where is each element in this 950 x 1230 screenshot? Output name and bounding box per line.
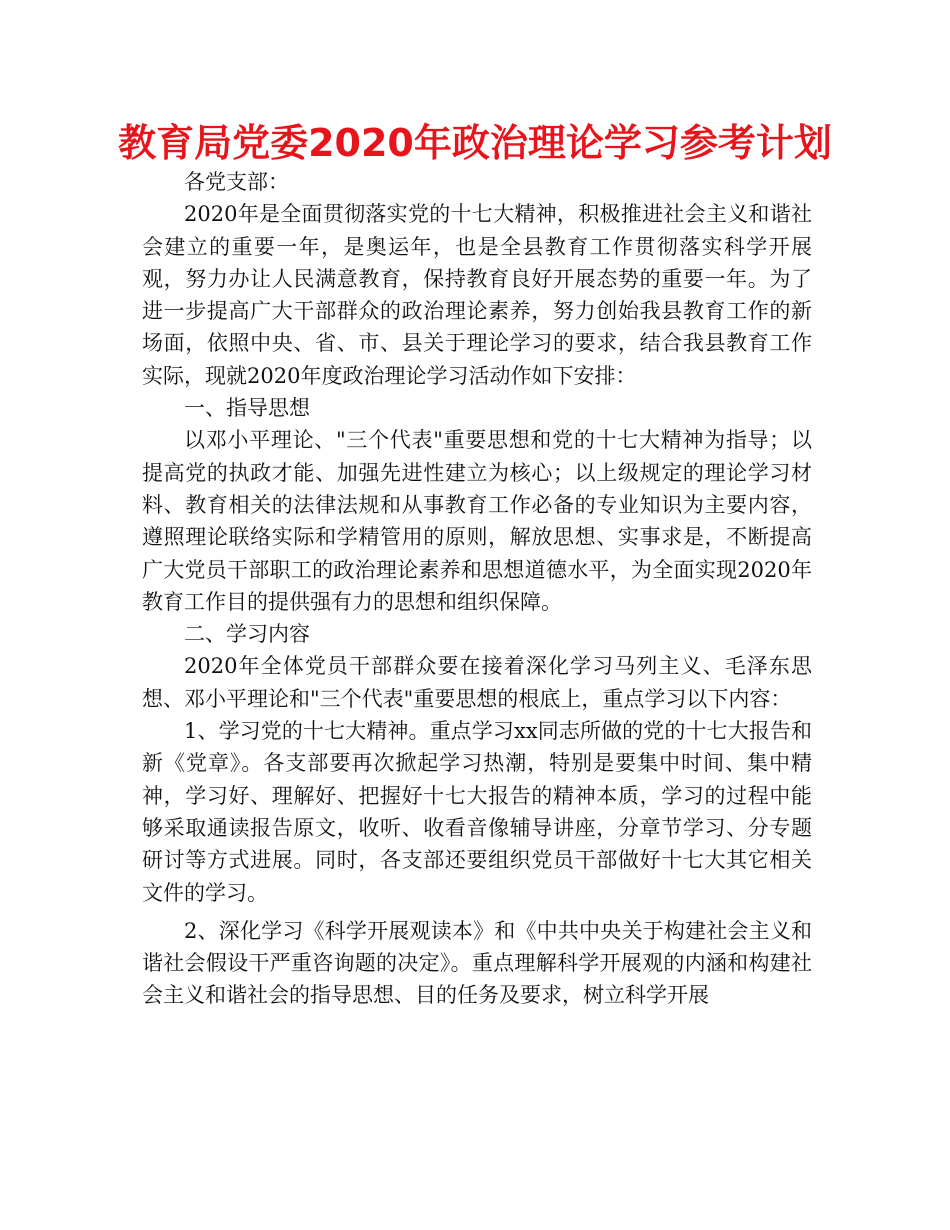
item-2-paragraph: 2、深化学习《科学开展观读本》和《中共中央关于构建社会主义和谐社会假设干严重咨询题的决定》。重点理解科学开展观的内涵和构建社会主义和谐社会的指导思想、目的任务及要求，树立科学开展 (142, 918, 812, 1008)
salutation-paragraph: 各党支部： (184, 170, 289, 194)
guiding-thought-paragraph: 以邓小平理论、"三个代表"重要思想和党的十七大精神为指导；以提高党的执政才能、加强先进性建立为核心；以上级规定的理论学习材料、教育相关的法律法规和从事教育工作必备的专业知识为主要内容，遵照理论联络实际和学精管用的原则，解放思想、实事求是，不断提高广大党员干部职工的政治理论素养和思想道德水平，为全面实现2020年教育工作目的提供强有力的思想和组织保障。 (142, 428, 812, 614)
document-body (142, 166, 812, 1012)
section-heading-study-content: 二、学习内容 (184, 622, 310, 647)
item-1-paragraph: 1、学习党的十七大精神。重点学习xx同志所做的党的十七大报告和新《党章》。各支部要再次掀起学习热潮，特别是要集中时间、集中精神，学习好、理解好、把握好十七大报告的精神本质，学习的过程中能够采取通读报告原文，收听、收看音像辅导讲座，分章节学习、分专题研讨等方式进展。同时，各支部还要组织党员干部做好十七大其它相关文件的学习。 (142, 719, 812, 905)
intro-paragraph: 2020年是全面贯彻落实党的十七大精神，积极推进社会主义和谐社会建立的重要一年，是奥运年，也是全县教育工作贯彻落实科学开展观，努力办让人民满意教育，保持教育良好开展态势的重要一年。为了进一步提高广大干部群众的政治理论素养，努力创始我县教育工作的新场面，依照中央、省、市、县关于理论学习的要求，结合我县教育工作实际，现就2020年度政治理论学习活动作如下安排： (142, 202, 812, 388)
document-title: 教育局党委2020年政治理论学习参考计划 (118, 121, 832, 165)
section-heading-guiding-thought: 一、指导思想 (184, 396, 310, 421)
study-content-paragraph: 2020年全体党员干部群众要在接着深化学习马列主义、毛泽东思想、邓小平理论和"三个代表"重要思想的根底上，重点学习以下内容： (142, 654, 812, 711)
